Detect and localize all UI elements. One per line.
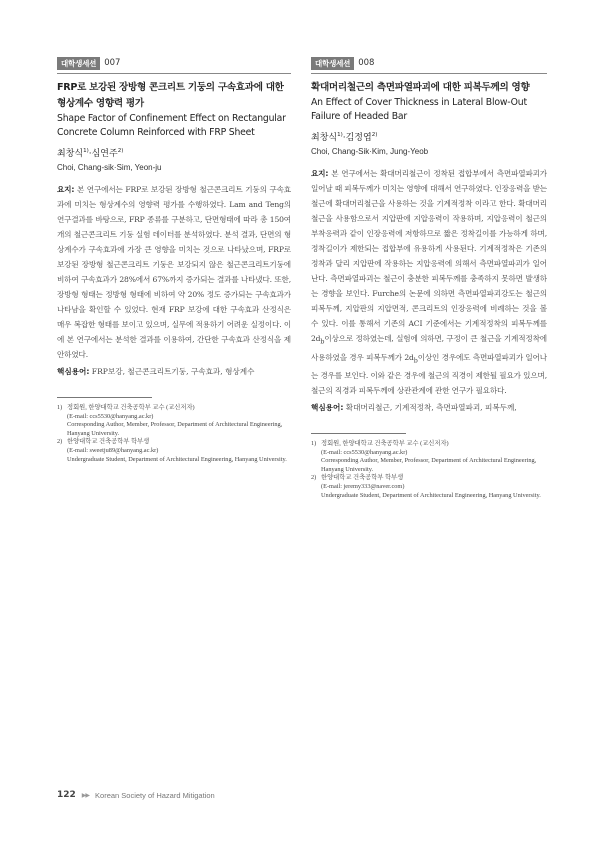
footnote-rule — [57, 397, 152, 398]
keywords-label: 핵심용어: — [311, 403, 344, 413]
authors-korean — [311, 128, 547, 145]
abstract-text: 본 연구에서는 FRP로 보강된 장방형 철근콘크리트 기둥의 구속효과에 미치는 형상계수의 영향력 평가를 수행하였다. Lam and Teng의 연구결과를 바탕으로, FRP 종류를 구분하고, 단면형태에 따라 총 150여개의 철근콘크리트 기둥 실험 데이터를 분석하였다. 분석 결과, 단면의 형상계수가 구속효과에 가장 큰 영향을 미치는 것으로 나타났으며, FRP로 보강된 장방형 철근콘크리트 기둥은 보강되지 않은 철근콘크리트기둥에 비하여 구속효과가 28%에서 67%까지 증가되는 결과를 나타냈다. 또한, 장방형 형태는 정방형 형태에 비하여 약 20% 정도 증가되는 구속효과가 나타남을 확인할 수 있었다. 현재 FRP 보강에 대한 구속효과 산정식은 매우 복잡한 형태를 보이고 있으며, 실무에 적용하기 어려운 실정이다. 이에 본 연구에서는 분석한 결과를 이용하여, 간단한 구속효과 산정식을 제안하였다. — [57, 185, 291, 359]
footnote-2 — [311, 474, 547, 500]
footnote-line: Corresponding Author, Member, Professor, Department of Architectural Engineering, Hanyang University. — [67, 421, 283, 437]
abstract — [311, 166, 547, 398]
footnote-marker: 1) — [311, 440, 317, 448]
session-number: 008 — [358, 58, 375, 68]
session-number: 007 — [104, 58, 121, 68]
footnote-marker: 1) — [57, 404, 63, 411]
footnote-line: Corresponding Author, Member, Professor, Department of Architectural Engineering, Hanyang University. — [321, 457, 537, 473]
author-2: ·김정엽 — [342, 133, 372, 143]
footnote-email: (E-mail: sweetju89@hanyang.ac.kr) — [67, 446, 159, 454]
footnote-line: 한양대학교 건축공학부 학부생 — [321, 474, 404, 482]
header-rule — [57, 73, 291, 74]
authors-korean — [57, 144, 291, 161]
session-badge: 대학생세션 — [57, 57, 100, 70]
author-2-mark: 2) — [117, 148, 124, 154]
abstract-label: 요지: — [311, 169, 329, 178]
footnote-email: (E-mail: ccs5530@hanyang.ac.kr) — [321, 448, 408, 456]
footnote-marker: 2) — [311, 474, 317, 482]
abstract — [57, 182, 291, 362]
session-header-right — [311, 56, 547, 70]
session-badge: 대학생세션 — [311, 57, 354, 70]
footnote-line: 정회원, 한양대학교 건축공학부 교수 (교신저자) — [321, 440, 449, 448]
header-rule — [311, 73, 547, 74]
page-footer — [57, 790, 215, 800]
abstract-label: 요지: — [57, 185, 75, 194]
footnote-2 — [57, 438, 291, 464]
society-name: Korean Society of Hazard Mitigation — [95, 790, 215, 800]
abstract-text-end: 이상인 경우에도 측면파열파괴가 일어나는 경우를 보인다. 이와 같은 경우에 철근의 직경이 제한될 필요가 있으며, 철근의 직경과 피복두께에 상관관계에 관한 연구가 필요하다. — [311, 352, 547, 396]
title-english: Shape Factor of Confinement Effect on Rectangular Concrete Column Reinforced with FRP Sheet — [57, 113, 286, 138]
keywords-text: 확대머리철근, 기계적정착, 측면파열파괴, 피복두께, — [343, 403, 517, 413]
author-1-mark: 1) — [83, 148, 89, 154]
author-1: 최창식 — [311, 133, 338, 143]
author-2: ·심연주 — [88, 149, 118, 159]
authors-english: Choi, Chang-Sik·Kim, Jung-Yeob — [311, 147, 429, 156]
keywords — [311, 401, 547, 415]
abstract-text-cont: 이상으로 정하였는데, 실험에 의하면, 구정이 큰 철근을 기계적정착에 사용하였을 경우 피복두께가 2d — [311, 334, 547, 362]
footnote-1 — [311, 440, 547, 474]
abstract-text: 본 연구에서는 확대머리철근이 정착된 접합부에서 측면파열파괴가 일어날 때 피복두께가 미치는 영향에 대해서 연구하였다. 인장응력을 받는 철근에 확대머리철근을 사용하는 것을 기계적정착 이라고 한다. 확대머리철근을 사용함으로서 지압판에 지압응력이 작용하며, 지압응력이 철근의 부착응력과 같이 인장응력에 저항하므로 짧은 정착길이를 가능하게 하며, 정착길이가 제한되는 접합부에 유용하게 사용된다. 기계적정착은 기존의 정착과 달리 지압판에 작용하는 지압응력에 의해서 측면파열파괴가 일어난다. 측면파열파괴는 철근이 충분한 피복두께를 충족하지 못하면 발생하는 경향을 보인다. Furche의 논문에 의하면 측면파열파괴강도는 철근의 피복두께, 지압판의 지압면적, 콘크리트의 인장응력에 비례하는 것을 볼 수 있다. 이를 통해서 기존의 ACI 기준에서는 기계적정착의 피복두께를 2d — [311, 169, 547, 343]
footnote-line: 한양대학교 건축공학부 학부생 — [67, 438, 150, 446]
keywords-label: 핵심용어: — [57, 367, 90, 376]
authors-english: Choi, Chang-sik·Sim, Yeon-ju — [57, 163, 162, 172]
footnote-line: Undergraduate Student, Department of Architectural Engineering, Hanyang University. — [321, 491, 541, 499]
subscript: b — [320, 338, 325, 346]
page-number: 122 — [57, 790, 76, 800]
footnote-line: Undergraduate Student, Department of Architectural Engineering, Hanyang University. — [67, 455, 287, 463]
author-2-mark: 2) — [371, 132, 378, 138]
chevron-right-icon: ▶▶ — [81, 791, 90, 799]
title-korean: 확대머리철근의 측면파열파괴에 대한 피복두께의 영향 — [311, 82, 530, 93]
keywords — [57, 365, 291, 379]
footnotes — [57, 404, 291, 464]
footnote-line: 정회원, 한양대학교 건축공학부 교수 (교신저자) — [67, 404, 195, 411]
footnotes — [311, 440, 547, 500]
session-header-left — [57, 56, 291, 70]
footnote-rule — [311, 433, 406, 434]
subscript: b — [413, 357, 418, 365]
footnote-marker: 2) — [57, 438, 63, 446]
author-1-mark: 1) — [337, 132, 343, 138]
article-left — [57, 56, 291, 464]
title-english: An Effect of Cover Thickness in Lateral Blow-Out Failure of Headed Bar — [311, 97, 527, 122]
article-right — [311, 56, 547, 500]
author-1: 최창식 — [57, 149, 84, 159]
footnote-1 — [57, 404, 291, 438]
footnote-email: (E-mail: ccs5530@hanyang.ac.kr) — [67, 412, 154, 420]
title-korean: FRP로 보강된 장방형 콘크리트 기둥의 구속효과에 대한 형상계수 영향력 평가 — [57, 82, 284, 109]
footnote-email: (E-mail: jeremy333@naver.com) — [321, 483, 405, 490]
keywords-text: FRP보강, 철근콘크리트기둥, 구속효과, 형상계수 — [89, 367, 255, 376]
